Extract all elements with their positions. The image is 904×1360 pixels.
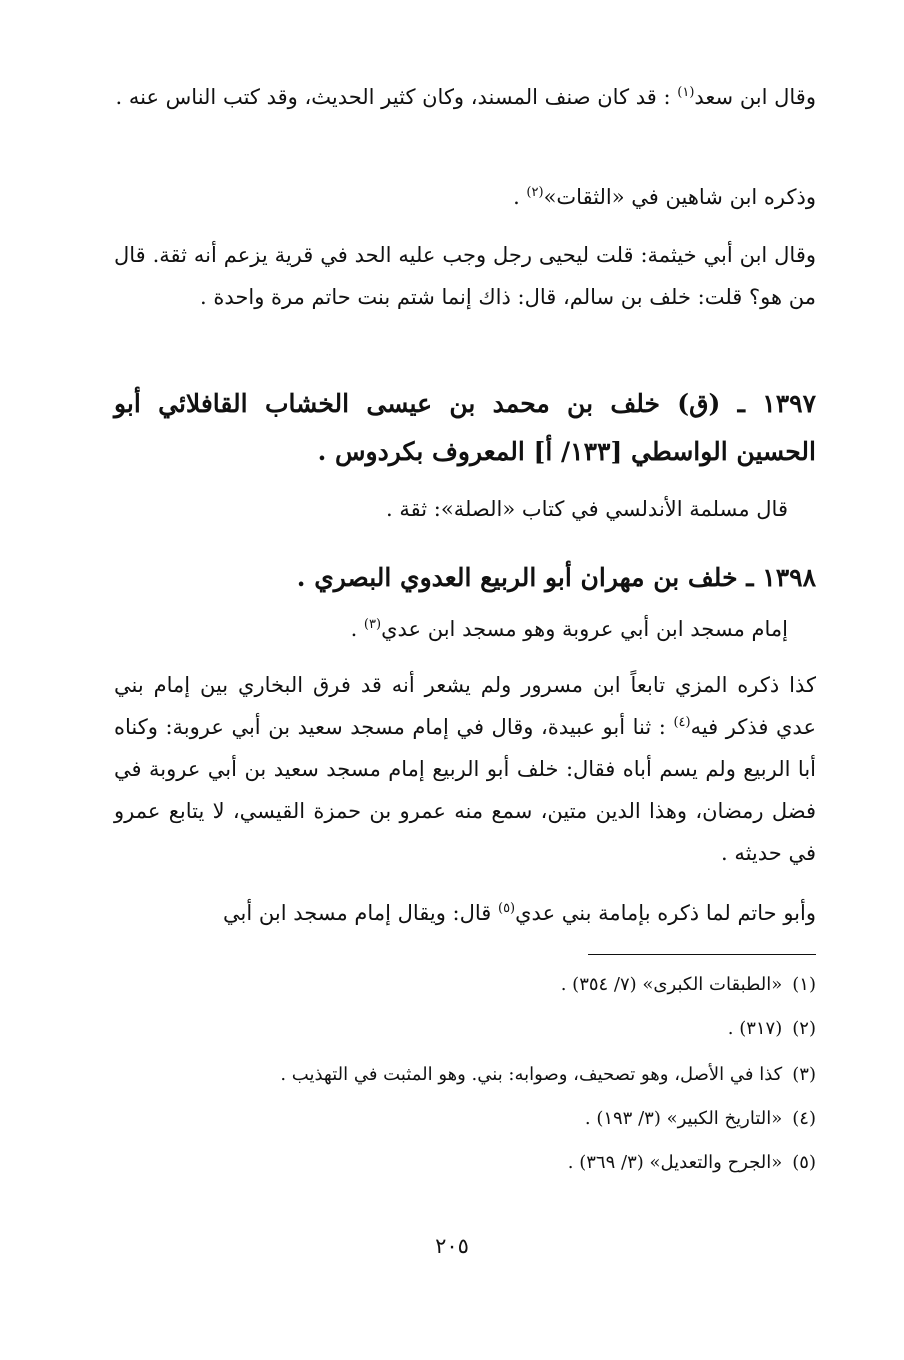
paragraph-text: وقال ابن سعد xyxy=(694,85,816,109)
entry-1397-text: قال مسلمة الأندلسي في كتاب «الصلة»: ثقة . xyxy=(386,497,788,521)
footnote-4 xyxy=(114,1104,816,1134)
paragraph-text: إمام مسجد ابن أبي عروبة وهو مسجد ابن عدي xyxy=(381,617,788,641)
paragraph-mizzi xyxy=(114,664,816,874)
footnote-text: كذا في الأصل، وهو تصحيف، وصوابه: بني. وهو المثبت في التهذيب . xyxy=(280,1064,783,1085)
footnote-ref-1: (١) xyxy=(677,85,695,100)
footnote-2 xyxy=(114,1014,816,1044)
entry-1398-heading: ١٣٩٨ ـ خلف بن مهران أبو الربيع العدوي البصري . xyxy=(296,563,816,592)
paragraph-ibn-saad xyxy=(114,76,816,118)
page-number: ٢٠٥ xyxy=(435,1234,469,1258)
footnote-text: «الطبقات الكبرى» (٧/ ٣٥٤) . xyxy=(560,974,783,995)
footnote-ref-2: (٢) xyxy=(526,185,544,200)
paragraph-ibn-abi-khaythama xyxy=(114,234,816,318)
paragraph-text-cont: : ثنا أبو عبيدة، وقال في إمام مسجد سعيد بن أبي عروبة: وكناه أبا الربيع ولم يسم أباه فقال: خلف أبو الربيع إمام مسجد سعيد بن أبي عروبة في فضل رمضان، وهذا الدين متين، سمع منه عمرو بن حمزة القيسي، لا يتابع عمرو في حديثه . xyxy=(114,715,816,865)
footnote-number: (٤) xyxy=(792,1108,816,1129)
footnote-ref-3: (٣) xyxy=(363,617,382,632)
footnote-ref-5: (٥) xyxy=(497,901,516,916)
footnote-divider xyxy=(588,954,816,955)
paragraph-text-cont: قال: ويقال إمام مسجد ابن أبي xyxy=(223,901,498,925)
footnote-text: (٣١٧) . xyxy=(727,1018,783,1039)
entry-1397-heading: ١٣٩٧ ـ (ق) خلف بن محمد بن عيسى الخشاب القافلائي أبو الحسين الواسطي [١٣٣/ أ] المعروف بكردوس . xyxy=(114,389,816,466)
footnote-number: (٥) xyxy=(792,1152,816,1173)
footnote-1 xyxy=(114,970,816,1000)
footnote-number: (١) xyxy=(792,974,816,995)
footnote-3 xyxy=(114,1060,816,1090)
paragraph-text-cont: : قد كان صنف المسند، وكان كثير الحديث، وقد كتب الناس عنه . xyxy=(115,85,678,109)
footnote-text: «التاريخ الكبير» (٣/ ١٩٣) . xyxy=(584,1108,783,1129)
footnote-ref-4: (٤) xyxy=(673,715,691,730)
paragraph-text-cont: . xyxy=(350,617,364,641)
footnote-text: «الجرح والتعديل» (٣/ ٣٦٩) . xyxy=(567,1152,783,1173)
footnote-5 xyxy=(114,1148,816,1178)
paragraph-text: وأبو حاتم لما ذكره بإمامة بني عدي xyxy=(515,901,816,925)
footnote-number: (٢) xyxy=(792,1018,816,1039)
paragraph-text-cont: . xyxy=(513,185,527,209)
footnote-number: (٣) xyxy=(792,1064,816,1085)
entry-1398-text xyxy=(114,608,816,650)
paragraph-ibn-shahin xyxy=(114,176,816,218)
paragraph-text: كذا ذكره المزي تابعاً ابن مسرور ولم يشعر أنه قد فرق البخاري بين إمام بني عدي فذكر فيه xyxy=(114,673,816,739)
paragraph-text: وذكره ابن شاهين في «الثقات» xyxy=(543,185,816,209)
paragraph-abu-hatim xyxy=(114,892,816,934)
paragraph-text: وقال ابن أبي خيثمة: قلت ليحيى رجل وجب عليه الحد في قرية يزعم أنه ثقة. قال من هو؟ قلت: خلف بن سالم، قال: ذاك إنما شتم بنت حاتم مرة واحدة . xyxy=(114,243,816,309)
